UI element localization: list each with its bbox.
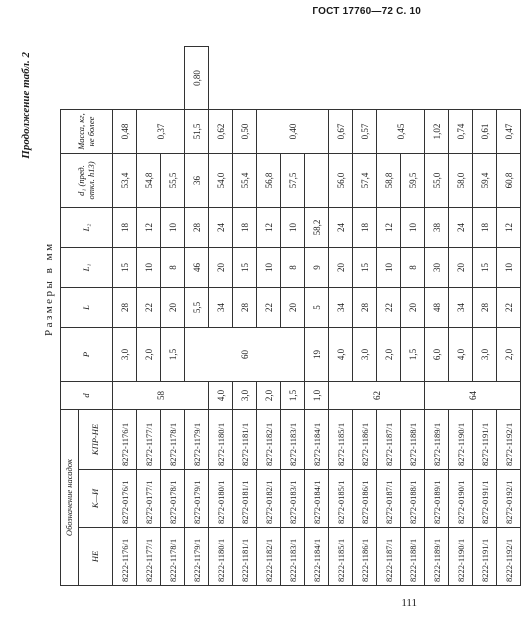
cell-L1: 15 [233, 248, 257, 288]
cell-d: 64 [425, 382, 521, 410]
col-header-L: L [61, 288, 113, 328]
cell-d: 58 [113, 382, 209, 410]
table-row [233, 47, 257, 586]
cell-ne: 8222-1185/1 [329, 528, 353, 586]
cell-d1: 57,4 [353, 154, 377, 208]
cell-mass: 0,57 [353, 110, 377, 154]
cell-L2: 18 [353, 208, 377, 248]
cell-p: 3,0 [113, 328, 137, 382]
cell-kpr: 8272-1186/1 [353, 410, 377, 470]
cell-ki: 8272-0183/1 [281, 470, 305, 528]
cell-mass: 0,48 [113, 110, 137, 154]
table-row [329, 47, 353, 586]
cell-ki: 8272-0189/1 [425, 470, 449, 528]
cell-p: 3,0 [353, 328, 377, 382]
cell-p: 4,0 [329, 328, 353, 382]
cell-p: 2,0 [137, 328, 161, 382]
col-header-mass: Масса, кг, не более [61, 110, 113, 154]
cell-p: 5,5 [185, 288, 209, 328]
cell-L1: 8 [281, 248, 305, 288]
cell-mass: 0,80 [185, 47, 209, 110]
cell-L: 20 [401, 288, 425, 328]
cell-kpr: 8272-1181/1 [233, 410, 257, 470]
cell-L: 22 [497, 288, 521, 328]
cell-mass: 0,40 [257, 110, 329, 154]
cell-p: 1,5 [161, 328, 185, 382]
cell-d1: 58,8 [377, 154, 401, 208]
cell-ne: 8222-1191/1 [473, 528, 497, 586]
col-header-ne: НЕ [79, 528, 113, 586]
cell-L1: 28 [185, 208, 209, 248]
table-body [113, 47, 521, 586]
cell-p: 3,0 [233, 382, 257, 410]
cell-d1: 58,2 [305, 208, 329, 248]
cell-L2: 10 [401, 208, 425, 248]
cell-L2: 18 [113, 208, 137, 248]
table-row [449, 47, 473, 586]
cell-L: 22 [137, 288, 161, 328]
dimensions-table [60, 46, 521, 586]
col-header-d: d [61, 382, 113, 410]
cell-ki: 8272-0181/1 [233, 470, 257, 528]
cell-L2: 10 [161, 208, 185, 248]
cell-ne: 8222-1192/1 [497, 528, 521, 586]
table-captions [20, 46, 60, 586]
cell-ki: 8272-0190/1 [449, 470, 473, 528]
table-row [137, 47, 161, 586]
cell-ki: 8272-0192/1 [497, 470, 521, 528]
cell-kpr: 8272-1184/1 [305, 410, 329, 470]
cell-p: 2,0 [377, 328, 401, 382]
cell-mass: 0,50 [233, 110, 257, 154]
cell-L2: 12 [137, 208, 161, 248]
table-row [185, 47, 209, 586]
cell-mass: 0,74 [449, 110, 473, 154]
table-row [425, 47, 449, 586]
cell-d1: 55,5 [161, 154, 185, 208]
cell-L: 48 [425, 288, 449, 328]
table-row [497, 47, 521, 586]
table-row [353, 47, 377, 586]
sizes-caption: Размеры в мм [43, 241, 55, 336]
cell-mass: 0,45 [377, 110, 425, 154]
cell-ki: 8272-0185/1 [329, 470, 353, 528]
table-row [473, 47, 497, 586]
cell-ne: 8222-1183/1 [281, 528, 305, 586]
cell-L2: 12 [497, 208, 521, 248]
cell-L: 28 [473, 288, 497, 328]
col-header-ki: К—И [79, 470, 113, 528]
cell-L: 34 [449, 288, 473, 328]
cell-L2: 24 [209, 208, 233, 248]
cell-p: 4,0 [209, 382, 233, 410]
cell-p: 1,5 [401, 328, 425, 382]
cell-L: 28 [113, 288, 137, 328]
cell-ne: 8222-1190/1 [449, 528, 473, 586]
cell-L1: 20 [209, 248, 233, 288]
cell-L1: 15 [473, 248, 497, 288]
cell-kpr: 8272-1192/1 [497, 410, 521, 470]
cell-mass: 0,61 [473, 110, 497, 154]
cell-kpr: 8272-1190/1 [449, 410, 473, 470]
cell-L1: 20 [449, 248, 473, 288]
cell-ne: 8222-1179/1 [185, 528, 209, 586]
cell-L1: 15 [113, 248, 137, 288]
designation-group-header: Обозначение насадок [61, 410, 79, 586]
cell-ne: 8222-1187/1 [377, 528, 401, 586]
cell-d1: 59,4 [473, 154, 497, 208]
table-row [377, 47, 401, 586]
cell-mass: 0,67 [329, 110, 353, 154]
col-header-L1: L₁ [61, 248, 113, 288]
cell-kpr: 8272-1185/1 [329, 410, 353, 470]
cell-kpr: 8272-1189/1 [425, 410, 449, 470]
cell-d1: 55,0 [425, 154, 449, 208]
cell-kpr: 8272-1179/1 [185, 410, 209, 470]
cell-d1: 58,0 [449, 154, 473, 208]
cell-L2: 38 [425, 208, 449, 248]
cell-L: 22 [377, 288, 401, 328]
cell-kpr: 8272-1187/1 [377, 410, 401, 470]
cell-d1: 51,5 [185, 110, 209, 154]
cell-L: 20 [161, 288, 185, 328]
cell-ki: 8272-0182/1 [257, 470, 281, 528]
cell-ki: 8272-0179/1 [185, 470, 209, 528]
page-number: 111 [401, 597, 417, 609]
cell-p: 6,0 [425, 328, 449, 382]
cell-p: 2,0 [497, 328, 521, 382]
cell-d1: 56,0 [329, 154, 353, 208]
cell-L1: 10 [257, 248, 281, 288]
cell-L: 28 [353, 288, 377, 328]
cell-L2: 12 [377, 208, 401, 248]
col-header-p: P [61, 328, 113, 382]
cell-kpr: 8272-1182/1 [257, 410, 281, 470]
cell-p: 1,5 [281, 382, 305, 410]
cell-L: 34 [209, 288, 233, 328]
cell-L2: 18 [473, 208, 497, 248]
cell-L: 20 [281, 288, 305, 328]
col-header-L2: L₂ [61, 208, 113, 248]
cell-d1: 57,5 [281, 154, 305, 208]
cell-kpr: 8272-1191/1 [473, 410, 497, 470]
table-row [257, 47, 281, 586]
cell-L: 46 [185, 248, 209, 288]
cell-d1: 56,8 [257, 154, 281, 208]
cell-ki: 8272-0188/1 [401, 470, 425, 528]
gost-header: ГОСТ 17760—72 С. 10 [312, 6, 421, 17]
cell-ki: 8272-0180/1 [209, 470, 233, 528]
table-row [209, 47, 233, 586]
cell-ne: 8222-1180/1 [209, 528, 233, 586]
cell-L1: 10 [497, 248, 521, 288]
cell-kpr: 8272-1176/1 [113, 410, 137, 470]
cell-L: 22 [257, 288, 281, 328]
cell-L2: 9 [305, 248, 329, 288]
cell-L2: 12 [257, 208, 281, 248]
cell-ne: 8222-1186/1 [353, 528, 377, 586]
cell-d1: 53,4 [113, 154, 137, 208]
cell-ki: 8272-0186/1 [353, 470, 377, 528]
cell-ki: 8272-0177/1 [137, 470, 161, 528]
cell-p: 3,0 [473, 328, 497, 382]
cell-L: 19 [305, 328, 329, 382]
cell-L1: 15 [353, 248, 377, 288]
cell-kpr: 8272-1188/1 [401, 410, 425, 470]
cell-L: 34 [329, 288, 353, 328]
cell-L1: 30 [425, 248, 449, 288]
cell-ki: 8272-0191/1 [473, 470, 497, 528]
cell-kpr: 8272-1177/1 [137, 410, 161, 470]
col-header-kpr: КПР-НЕ [79, 410, 113, 470]
cell-L2: 24 [449, 208, 473, 248]
cell-d1: 54,8 [137, 154, 161, 208]
cell-L1: 5 [305, 288, 329, 328]
cell-L1: 8 [401, 248, 425, 288]
cell-L2: 36 [185, 154, 209, 208]
cell-L2: 24 [329, 208, 353, 248]
table-row [113, 47, 137, 586]
cell-L1: 20 [329, 248, 353, 288]
cell-ki: 8272-0187/1 [377, 470, 401, 528]
cell-ne: 8222-1188/1 [401, 528, 425, 586]
cell-mass: 0,62 [209, 110, 233, 154]
cell-ne: 8222-1176/1 [113, 528, 137, 586]
cell-ki: 8272-0184/1 [305, 470, 329, 528]
cell-d1: 60,8 [497, 154, 521, 208]
cell-p: 1,0 [305, 382, 329, 410]
cell-mass: 0,37 [137, 110, 185, 154]
cell-L1: 10 [377, 248, 401, 288]
cell-ki: 8272-0176/1 [113, 470, 137, 528]
cell-ne: 8222-1178/1 [161, 528, 185, 586]
cell-ne: 8222-1182/1 [257, 528, 281, 586]
cell-ne: 8222-1189/1 [425, 528, 449, 586]
cell-kpr: 8272-1180/1 [209, 410, 233, 470]
cell-L1: 10 [137, 248, 161, 288]
col-header-d1: d₁ (пред. откл. h13) [61, 154, 113, 208]
cell-mass: 0,47 [497, 110, 521, 154]
cell-d: 60 [185, 328, 305, 382]
cell-ki: 8272-0178/1 [161, 470, 185, 528]
cell-ne: 8222-1184/1 [305, 528, 329, 586]
cell-mass: 1,02 [425, 110, 449, 154]
cell-L2: 18 [233, 208, 257, 248]
cell-d1: 59,5 [401, 154, 425, 208]
cell-kpr: 8272-1178/1 [161, 410, 185, 470]
cell-ne: 8222-1177/1 [137, 528, 161, 586]
cell-p: 4,0 [449, 328, 473, 382]
cell-d1: 54,0 [209, 154, 233, 208]
cell-L: 28 [233, 288, 257, 328]
cell-L2: 10 [281, 208, 305, 248]
cell-ne: 8222-1181/1 [233, 528, 257, 586]
cell-kpr: 8272-1183/1 [281, 410, 305, 470]
cell-L1: 8 [161, 248, 185, 288]
cell-p: 2,0 [257, 382, 281, 410]
rotated-table-region [20, 46, 514, 586]
cell-d1: 55,4 [233, 154, 257, 208]
continuation-caption: Продолжение табл. 2 [20, 52, 32, 159]
cell-d: 62 [329, 382, 425, 410]
